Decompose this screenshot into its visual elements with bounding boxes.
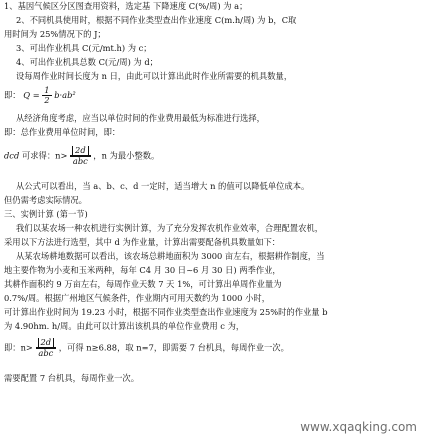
formula-label: Q = — [23, 90, 43, 100]
text-line: 4、可出作业机具总数 C(元/周) 为 d； — [16, 57, 158, 67]
formula-line-2 — [4, 146, 417, 166]
watermark: www.xqaqking.com — [300, 420, 417, 435]
fraction — [42, 86, 51, 105]
text-line: 从经济角度考虑，应当以单位时间的作业费用最低为标准进行选择， — [16, 113, 265, 123]
fraction-numerator: 1 — [44, 86, 50, 95]
text-line: 地主要作物为小麦和玉米两种，每年 C4 月 30 日~6 月 30 日) 两季作业， — [4, 265, 281, 275]
text-line: 采用以下方法进行选型，其中 d 为作业量，计算出需要配备机具数量如下： — [4, 237, 281, 247]
text-line: 从公式可以看出，当 a、b、c、d 一定时，适当增大 n 的值可以降低单位成本。 — [16, 181, 310, 191]
text-line: 从某农场耕地数据可以看出，该农场总耕地面积为 3000 亩左右，根据耕作制度，当 — [16, 251, 325, 261]
text-line: 用时间为 25%情况下的 J； — [4, 29, 106, 39]
text-line: 我们以某农场一种农机进行实例计算，为了充分发挥农机作业效率，合理配置农机， — [16, 223, 323, 233]
text-line: 2、不同机具使用时，根据不同作业类型查出作业速度 C(m.h/周) 为 b，C取 — [16, 15, 297, 25]
text-line: 即： — [4, 90, 21, 100]
formula-prefix: dcd — [4, 150, 20, 161]
formula-label: 即：n> — [4, 342, 33, 353]
fraction-denominator: abc — [36, 348, 57, 358]
fraction-numerator: 2d — [70, 146, 91, 156]
text-line: 其耕作面积约 9 万亩左右，每周作业天数 7 天 1%，可计算出单周作业量为 — [4, 279, 282, 289]
text-line: 1、基因气候区分区图查用资料，选定基 下降速度 C(%/周) 为 a； — [4, 1, 248, 11]
text-line: 3、可出作业机具 C(元/mt.h) 为 c； — [16, 43, 152, 53]
fraction — [70, 146, 91, 166]
formula-line-3 — [4, 338, 417, 358]
formula-tail: b·ab² — [54, 90, 76, 100]
formula-line-1 — [4, 86, 417, 105]
text-line: 0.7%/周。根据广州地区气候条件，作业期内可用天数约为 1000 小时， — [4, 293, 270, 303]
text-line: 但仍需考虑实际情况。 — [4, 195, 87, 205]
text-line: 为 4.90hm. h/周。由此可以计算出该机具的单位作业费用 c 为， — [4, 321, 245, 331]
fraction-numerator: 2d — [36, 338, 57, 348]
formula-tail: ，n 为最小整数。 — [93, 150, 160, 161]
section-heading: 三、实例计算 (第一节) — [4, 209, 88, 219]
fraction — [36, 338, 57, 358]
fraction-denominator: abc — [70, 156, 91, 166]
formula-label: 可求得：n> — [21, 150, 68, 161]
text-line: 设每周作业时间长度为 n 日，由此可以计算出此时作业所需要的机具数量， — [16, 71, 293, 81]
formula-tail: ，可得 n≥6.88，取 n=7，即需要 7 台机具，每周作业一次。 — [58, 342, 289, 353]
text-line: 需要配置 7 台机具，每周作业一次。 — [4, 373, 140, 383]
fraction-denominator: 2 — [44, 95, 50, 105]
text-line: 可计算出作业时间为 19.23 小时，根据不同作业类型查出作业速度为 25%时的作业量 b — [4, 307, 328, 317]
text-line: 即：总作业费用单位时间，即： — [4, 127, 121, 137]
